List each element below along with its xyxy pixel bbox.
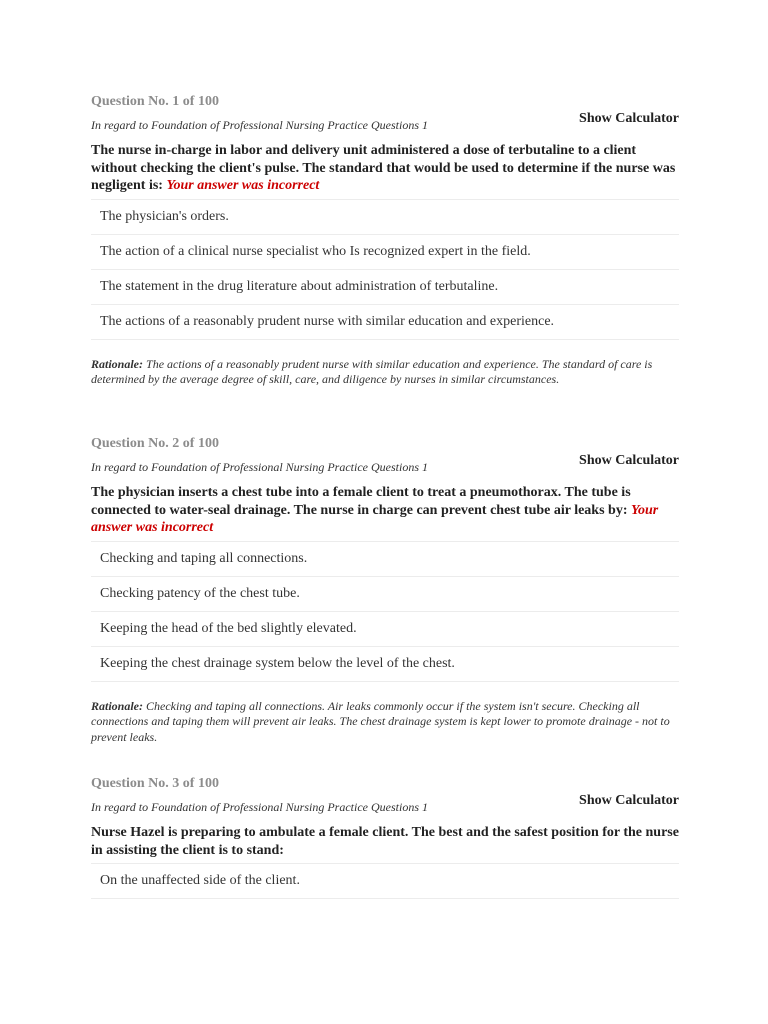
rationale-label: Rationale: [91,356,144,371]
question-number: Question No. 3 of 100 [91,776,219,791]
rationale [91,699,679,746]
answer-option[interactable]: The actions of a reasonably prudent nurse with similar education and experience. [91,305,679,340]
question-3 [91,774,679,899]
answer-list [91,541,679,682]
answer-result: Your answer was incorrect [91,502,659,535]
answer-option[interactable]: The physician's orders. [91,200,679,235]
question-number: Question No. 1 of 100 [91,94,219,109]
question-text: The nurse in-charge in labor and delivery unit administered a dose of terbutaline to a client without checking the client's pulse. The standard that would be used to determine if the nurse was negligent is: [91,143,676,193]
answer-option[interactable]: The action of a clinical nurse specialist who Is recognized expert in the field. [91,235,679,270]
question-stem [91,142,679,195]
show-calculator-button[interactable]: Show Calculator [579,111,679,126]
rationale-text: Checking and taping all connections. Air leaks commonly occur if the system isn't secure. Checking all connections and taping them will prevent air leaks. The chest drainage system is kept lower to promote drainage - not to prevent leaks. [91,698,670,744]
question-stem [91,824,679,859]
question-category: In regard to Foundation of Professional Nursing Practice Questions 1 [91,118,428,132]
answer-list [91,199,679,340]
rationale-label: Rationale: [91,698,144,713]
question-number: Question No. 2 of 100 [91,436,219,451]
question-category: In regard to Foundation of Professional Nursing Practice Questions 1 [91,800,428,814]
rationale-text: The actions of a reasonably prudent nurse with similar education and experience. The standard of care is determined by the average degree of skill, care, and diligence by nurses in similar circumstances. [91,356,653,386]
answer-result: Your answer was incorrect [166,178,320,193]
question-text: The physician inserts a chest tube into a female client to treat a pneumothorax. The tube is connected to water-seal drainage. The nurse in charge can prevent chest tube air leaks by: [91,485,631,518]
show-calculator-button[interactable]: Show Calculator [579,793,679,808]
answer-option[interactable]: Checking patency of the chest tube. [91,577,679,612]
question-stem [91,484,679,537]
rationale [91,357,679,388]
show-calculator-button[interactable]: Show Calculator [579,453,679,468]
question-text: Nurse Hazel is preparing to ambulate a female client. The best and the safest position for the nurse in assisting the client is to stand: [91,825,679,858]
quiz-page [91,92,679,899]
answer-option[interactable]: Checking and taping all connections. [91,542,679,577]
answer-option[interactable]: Keeping the head of the bed slightly elevated. [91,612,679,647]
answer-list [91,863,679,899]
question-2 [91,434,679,774]
answer-option[interactable]: On the unaffected side of the client. [91,864,679,899]
answer-option[interactable]: The statement in the drug literature about administration of terbutaline. [91,270,679,305]
answer-option[interactable]: Keeping the chest drainage system below the level of the chest. [91,647,679,682]
question-1 [91,92,679,434]
question-category: In regard to Foundation of Professional Nursing Practice Questions 1 [91,460,428,474]
